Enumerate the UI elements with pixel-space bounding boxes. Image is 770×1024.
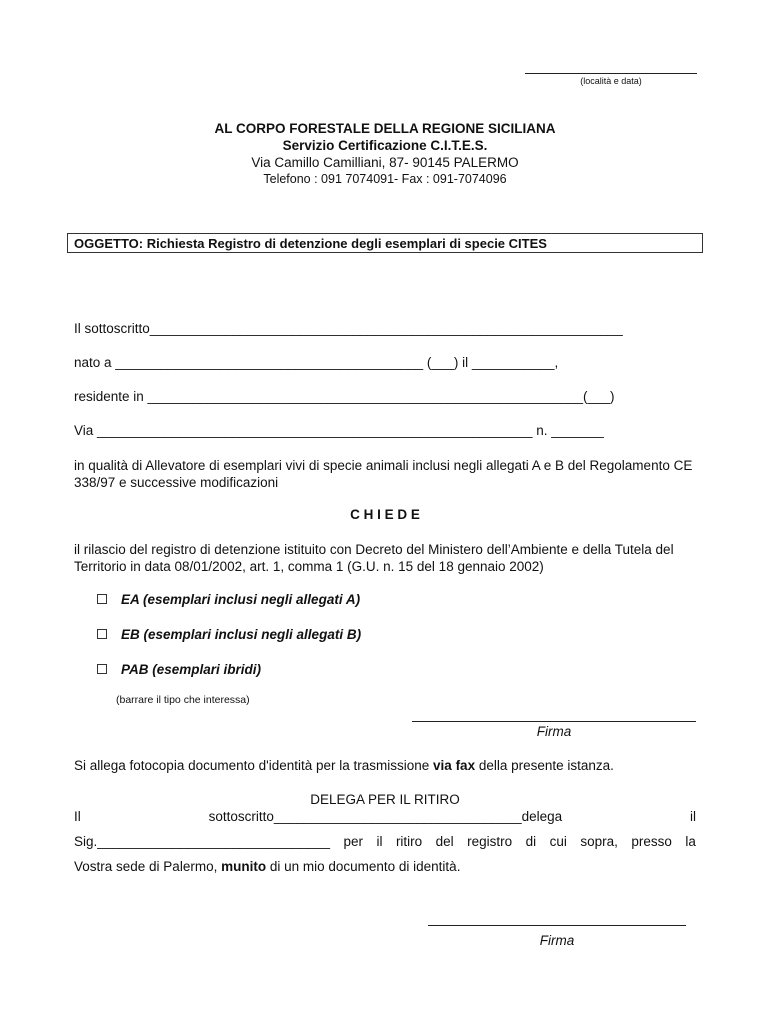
allega-text-bold: via fax: [433, 758, 476, 773]
allega-text-after: della presente istanza.: [475, 758, 614, 773]
delega-line-2-word: sopra,: [580, 834, 618, 849]
field-sottoscritto[interactable]: Il sottoscritto_______________________________________________________________: [74, 321, 623, 336]
checkbox-eb[interactable]: [97, 629, 107, 639]
delega-line-1-word: il: [689, 809, 696, 824]
field-via[interactable]: Via __________________________________________________________ n. _______: [74, 423, 604, 438]
recipient-title: AL CORPO FORESTALE DELLA REGIONE SICILIANA: [214, 121, 556, 136]
signature-line-1[interactable]: [412, 721, 696, 722]
checkbox-pab[interactable]: [97, 664, 107, 674]
delega-line-2-word: ritiro: [395, 834, 423, 849]
signature-line-2[interactable]: [428, 925, 686, 926]
field-nato[interactable]: nato a _________________________________________ (___) il ___________,: [74, 355, 559, 370]
delega-line-2-word: Sig._______________________________: [74, 834, 331, 849]
signature-label-1: Firma: [536, 724, 572, 739]
option-eb[interactable]: [97, 627, 361, 642]
option-pab-label: PAB (esemplari ibridi): [121, 662, 262, 677]
option-ea-label: EA (esemplari inclusi negli allegati A): [121, 592, 361, 607]
delega-line-1-word: Il: [74, 809, 81, 824]
delega-line-2-word: registro: [467, 834, 513, 849]
recipient-service: Servizio Certificazione C.I.T.E.S.: [282, 138, 488, 153]
delega-line-1[interactable]: [74, 809, 696, 824]
delega-line-2-word: del: [435, 834, 454, 849]
delega-line-1-word: sottoscritto_________________________________delega: [208, 809, 563, 824]
delega-line-3-before: Vostra sede di Palermo,: [74, 859, 222, 874]
delega-line-2-word: di: [525, 834, 537, 849]
delega-title: DELEGA PER IL RITIRO: [310, 792, 460, 807]
recipient-address: Via Camillo Camilliani, 87- 90145 PALERMO: [251, 155, 519, 170]
delega-line-2-word: cui: [549, 834, 567, 849]
recipient-phone-fax: Telefono : 091 7074091- Fax : 091-7074096: [263, 172, 507, 186]
delega-line-2[interactable]: [74, 834, 696, 849]
option-ea[interactable]: [97, 592, 360, 607]
rilascio-paragraph: il rilascio del registro di detenzione istituito con Decreto del Ministero dell’Ambiente e della Tutela del Territorio in data 08/01/2002, art. 1, comma 1 (G.U. n. 15 del 18 gennaio 2002): [74, 542, 674, 574]
location-date-line: [525, 73, 697, 74]
field-residente[interactable]: residente in __________________________________________________________(___): [74, 389, 615, 404]
delega-line-2-word: la: [685, 834, 696, 849]
option-eb-label: EB (esemplari inclusi negli allegati B): [121, 627, 362, 642]
delega-line-3-after: di un mio documento di identità.: [266, 859, 461, 874]
location-date-caption: (località e data): [580, 76, 642, 86]
options-note: (barrare il tipo che interessa): [116, 694, 250, 706]
signature-label-2: Firma: [539, 933, 575, 948]
allega-text-before: Si allega fotocopia documento d'identità per la trasmissione: [74, 758, 434, 773]
chiede-heading: C H I E D E: [350, 507, 420, 522]
allega-paragraph: [74, 758, 614, 773]
delega-line-2-word: per: [343, 834, 363, 849]
qualita-paragraph: in qualità di Allevatore di esemplari vivi di specie animali inclusi negli allegati A e B del Regolamento CE 338/97 e successive modificazioni: [74, 458, 693, 490]
delega-line-3-bold: munito: [221, 859, 267, 874]
delega-line-2-word: il: [376, 834, 383, 849]
delega-line-3: [74, 859, 460, 874]
option-pab[interactable]: [97, 662, 261, 677]
checkbox-ea[interactable]: [97, 594, 107, 604]
delega-line-2-word: presso: [631, 834, 672, 849]
subject-box: OGGETTO: Richiesta Registro di detenzione degli esemplari di specie CITES: [67, 233, 703, 253]
